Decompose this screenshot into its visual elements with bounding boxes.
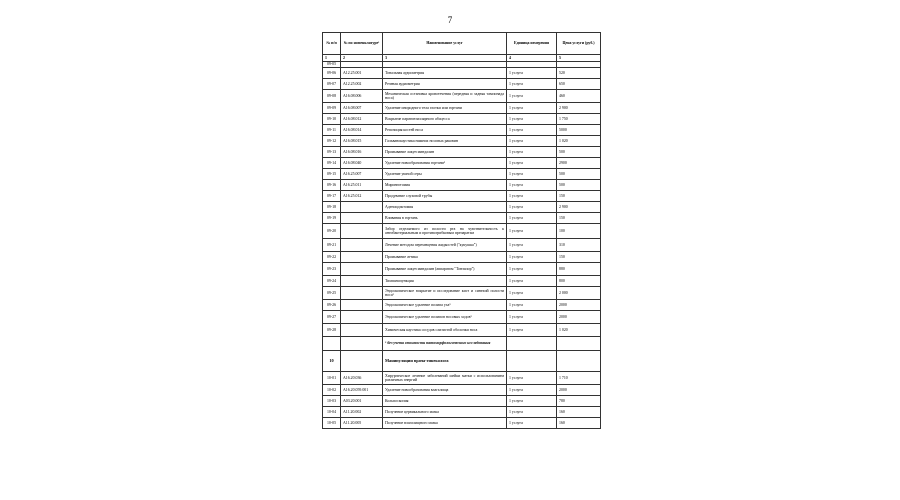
- cell-unit: 1 услуга: [507, 324, 557, 337]
- cell-service-name: Миринготомия: [383, 180, 507, 191]
- table-row: [323, 252, 601, 263]
- table-row: [323, 147, 601, 158]
- table-row: [323, 396, 601, 407]
- cell-price: [557, 351, 601, 372]
- cell-code: 09-13: [323, 147, 341, 158]
- cell-code: 09-26: [323, 300, 341, 311]
- cell-price: 150: [557, 213, 601, 224]
- cell-unit: 1 услуга: [507, 147, 557, 158]
- page-number: 7: [447, 15, 453, 25]
- table-row: [323, 114, 601, 125]
- cell-service-name: Удаление инородного тела глотки или гортани: [383, 103, 507, 114]
- cell-price: [557, 337, 601, 351]
- cell-price: 2 900: [557, 103, 601, 114]
- table-row: [323, 407, 601, 418]
- table-row: [323, 68, 601, 79]
- cell-unit: 1 услуга: [507, 252, 557, 263]
- cell-code: 09-27: [323, 311, 341, 324]
- cell-unit: 1 услуга: [507, 136, 557, 147]
- cell-price: 880: [557, 263, 601, 276]
- cell-nomenclature: A16.20.036: [341, 372, 383, 385]
- cell-nomenclature: [341, 252, 383, 263]
- cell-code: 09-07: [323, 79, 341, 90]
- cell-nomenclature: A03.20.001: [341, 396, 383, 407]
- cell-price: 160: [557, 418, 601, 429]
- cell-price: 160: [557, 407, 601, 418]
- cell-nomenclature: [341, 351, 383, 372]
- cell-unit: 1 услуга: [507, 202, 557, 213]
- cell-service-name: Вливания в гортань: [383, 213, 507, 224]
- cell-nomenclature: [341, 263, 383, 276]
- cell-unit: 1 услуга: [507, 125, 557, 136]
- cell-nomenclature: A11.20.005: [341, 418, 383, 429]
- cell-code: 10-01: [323, 372, 341, 385]
- cell-nomenclature: [341, 311, 383, 324]
- cell-unit: 1 услуга: [507, 239, 557, 252]
- cell-unit: 1 услуга: [507, 263, 557, 276]
- cell-nomenclature: A16.08.040: [341, 158, 383, 169]
- cell-unit: 1 услуга: [507, 213, 557, 224]
- cell-unit: 1 услуга: [507, 385, 557, 396]
- table-row: [323, 158, 601, 169]
- cell-code: 09-25: [323, 287, 341, 300]
- table-row: [323, 103, 601, 114]
- cell-price: 460: [557, 90, 601, 103]
- cell-code: 09-12: [323, 136, 341, 147]
- cell-code: 09-08: [323, 90, 341, 103]
- table-row: [323, 125, 601, 136]
- cell-nomenclature: A12.25.002: [341, 79, 383, 90]
- cell-code: 09-17: [323, 191, 341, 202]
- cell-nomenclature: A11.20.002: [341, 407, 383, 418]
- cell-price: 800: [557, 276, 601, 287]
- table-row: [323, 202, 601, 213]
- table-header-row: [323, 33, 601, 55]
- cell-nomenclature: A16.08.016: [341, 147, 383, 158]
- column-index: 3: [383, 55, 507, 62]
- table-body: [323, 62, 601, 429]
- cell-code: 09-06: [323, 68, 341, 79]
- table-row: [323, 372, 601, 385]
- cell-nomenclature: [341, 239, 383, 252]
- cell-code: 09-24: [323, 276, 341, 287]
- cell-unit: [507, 351, 557, 372]
- header-name: Наименование услуг: [383, 33, 507, 55]
- cell-price: 2000: [557, 300, 601, 311]
- cell-service-name: Эндоскопическое удаление полипа уха⁵: [383, 300, 507, 311]
- cell-service-name: Промывание аттика: [383, 252, 507, 263]
- cell-price: 650: [557, 79, 601, 90]
- cell-price: 780: [557, 396, 601, 407]
- cell-unit: 1 услуга: [507, 300, 557, 311]
- column-index: 2: [341, 55, 383, 62]
- table-row: [323, 300, 601, 311]
- table-row: [323, 239, 601, 252]
- cell-unit: 1 услуга: [507, 418, 557, 429]
- cell-code: 10: [323, 351, 341, 372]
- cell-nomenclature: [341, 202, 383, 213]
- cell-service-name: Эндоскопическое удаление полипов носовых ходов⁵: [383, 311, 507, 324]
- cell-price: 500: [557, 180, 601, 191]
- cell-nomenclature: [341, 324, 383, 337]
- cell-nomenclature: A16.20.059.001: [341, 385, 383, 396]
- cell-code: 09-19: [323, 213, 341, 224]
- services-price-table: [322, 32, 601, 429]
- cell-code: 09-10: [323, 114, 341, 125]
- cell-price: 150: [557, 252, 601, 263]
- cell-unit: 1 услуга: [507, 158, 557, 169]
- cell-price: 1 020: [557, 324, 601, 337]
- table-row: [323, 418, 601, 429]
- column-index-row: [323, 55, 601, 62]
- cell-unit: 1 услуга: [507, 407, 557, 418]
- cell-nomenclature: A12.25.001: [341, 68, 383, 79]
- cell-service-name: Химическая каустика сосудов слизистой оболочки носа: [383, 324, 507, 337]
- cell-nomenclature: [341, 287, 383, 300]
- cell-code: 10-05: [323, 418, 341, 429]
- table-row: [323, 213, 601, 224]
- cell-service-name: Продувание слуховой трубы: [383, 191, 507, 202]
- cell-nomenclature: A16.08.006: [341, 90, 383, 103]
- cell-unit: 1 услуга: [507, 68, 557, 79]
- cell-unit: 1 услуга: [507, 372, 557, 385]
- cell-nomenclature: [341, 337, 383, 351]
- cell-service-name: Получение цервикального мазка: [383, 407, 507, 418]
- cell-code: 09-05: [323, 62, 341, 68]
- cell-service-name: Аденоидэктомия: [383, 202, 507, 213]
- cell-price: 2000: [557, 311, 601, 324]
- cell-service-name: ⁵ без учета стоимости патоморфологического исследования: [383, 337, 507, 351]
- cell-nomenclature: A16.25.007: [341, 169, 383, 180]
- cell-price: 2900: [557, 158, 601, 169]
- cell-price: 500: [557, 169, 601, 180]
- cell-code: 10-03: [323, 396, 341, 407]
- cell-unit: 1 услуга: [507, 224, 557, 239]
- cell-unit: 1 услуга: [507, 90, 557, 103]
- cell-price: 5000: [557, 125, 601, 136]
- cell-nomenclature: A16.25.012: [341, 191, 383, 202]
- cell-code: 09-18: [323, 202, 341, 213]
- cell-unit: 1 услуга: [507, 180, 557, 191]
- cell-code: 09-21: [323, 239, 341, 252]
- cell-unit: 1 услуга: [507, 311, 557, 324]
- cell-nomenclature: [341, 224, 383, 239]
- cell-nomenclature: [341, 213, 383, 224]
- cell-unit: [507, 337, 557, 351]
- header-unit: Единица измерения: [507, 33, 557, 55]
- table-row: [323, 180, 601, 191]
- cell-nomenclature: A16.08.012: [341, 114, 383, 125]
- header-code: № п/п: [323, 33, 341, 55]
- footnote-row: [323, 337, 601, 351]
- cell-code: 10-02: [323, 385, 341, 396]
- cell-code: 09-11: [323, 125, 341, 136]
- cell-service-name: Получение влагалищного мазка: [383, 418, 507, 429]
- cell-unit: 1 услуга: [507, 191, 557, 202]
- cell-unit: 1 услуга: [507, 79, 557, 90]
- column-index: 4: [507, 55, 557, 62]
- cell-code: 09-14: [323, 158, 341, 169]
- cell-price: 2000: [557, 385, 601, 396]
- cell-service-name: Удаление новообразования влагалища: [383, 385, 507, 396]
- cell-unit: 1 услуга: [507, 287, 557, 300]
- cell-price: 150: [557, 191, 601, 202]
- cell-code: 09-09: [323, 103, 341, 114]
- cell-price: 500: [557, 147, 601, 158]
- table-row: [323, 324, 601, 337]
- table-row: [323, 169, 601, 180]
- cell-code: 09-20: [323, 224, 341, 239]
- cell-nomenclature: [341, 300, 383, 311]
- table-row: [323, 311, 601, 324]
- cell-service-name: Вскрытие паратонзиллярного абсцесса: [383, 114, 507, 125]
- cell-service-name: Лечение методом перемещения жидкостей ("кукушка"): [383, 239, 507, 252]
- table-row: [323, 224, 601, 239]
- cell-unit: 1 услуга: [507, 276, 557, 287]
- table-row: [323, 90, 601, 103]
- cell-service-name: Тональная аудиометрия: [383, 68, 507, 79]
- table-row: [323, 287, 601, 300]
- cell-price: 2 000: [557, 287, 601, 300]
- cell-service-name: Хирургическое лечение заболеваний шейки матки с использованием различных энергий: [383, 372, 507, 385]
- column-index: 1: [323, 55, 341, 62]
- cell-service-name: Удаление новообразования гортани⁵: [383, 158, 507, 169]
- cell-unit: 1 услуга: [507, 114, 557, 125]
- cell-service-name: Тимпанопункция: [383, 276, 507, 287]
- cell-code: 09-22: [323, 252, 341, 263]
- cell-price: 2 900: [557, 202, 601, 213]
- cell-unit: 1 услуга: [507, 103, 557, 114]
- cell-price: 310: [557, 239, 601, 252]
- table-row: [323, 263, 601, 276]
- cell-service-name: Удаление ушной серы: [383, 169, 507, 180]
- cell-code: [323, 337, 341, 351]
- cell-unit: 1 услуга: [507, 396, 557, 407]
- cell-service-name: Гальванокаустика нижних носовых раковин: [383, 136, 507, 147]
- cell-code: 09-28: [323, 324, 341, 337]
- cell-service-name: Эндоскопическое вскрытие и исследование кист и синехий полости носа⁵: [383, 287, 507, 300]
- cell-service-name: Манипуляции врача-гинеколога: [383, 351, 507, 372]
- cell-service-name: Речевая аудиометрия: [383, 79, 507, 90]
- cell-price: 100: [557, 224, 601, 239]
- cell-service-name: Забор отделяемого из полости рта на чувствительность к антибактериальным и противогрибковым препаратам: [383, 224, 507, 239]
- table-row: [323, 276, 601, 287]
- cell-code: 09-23: [323, 263, 341, 276]
- table-row: [323, 191, 601, 202]
- header-price: Цена услуги (руб.): [557, 33, 601, 55]
- cell-nomenclature: A16.08.007: [341, 103, 383, 114]
- table-row: [323, 79, 601, 90]
- cell-service-name: Механическая остановка кровотечения (передняя и задняя тампонада носа): [383, 90, 507, 103]
- cell-nomenclature: A16.25.011: [341, 180, 383, 191]
- cell-service-name: Репозиция костей носа: [383, 125, 507, 136]
- cell-price: 1 710: [557, 372, 601, 385]
- cell-nomenclature: [341, 276, 383, 287]
- table-row: [323, 385, 601, 396]
- cell-code: 10-04: [323, 407, 341, 418]
- section-header-row: [323, 351, 601, 372]
- cell-code: 09-16: [323, 180, 341, 191]
- cell-price: 1 750: [557, 114, 601, 125]
- table-row: [323, 136, 601, 147]
- cell-code: 09-15: [323, 169, 341, 180]
- cell-service-name: Кольпоскопия: [383, 396, 507, 407]
- cell-unit: 1 услуга: [507, 169, 557, 180]
- column-index: 5: [557, 55, 601, 62]
- cell-nomenclature: A16.08.015: [341, 136, 383, 147]
- cell-price: 1 020: [557, 136, 601, 147]
- header-nomenclature: № по номенклатуре¹: [341, 33, 383, 55]
- cell-service-name: Промывание лакун миндалин: [383, 147, 507, 158]
- cell-service-name: Промывание лакун миндалин (аппаратом "Тонзилор"): [383, 263, 507, 276]
- cell-price: 520: [557, 68, 601, 79]
- cell-nomenclature: A16.08.014: [341, 125, 383, 136]
